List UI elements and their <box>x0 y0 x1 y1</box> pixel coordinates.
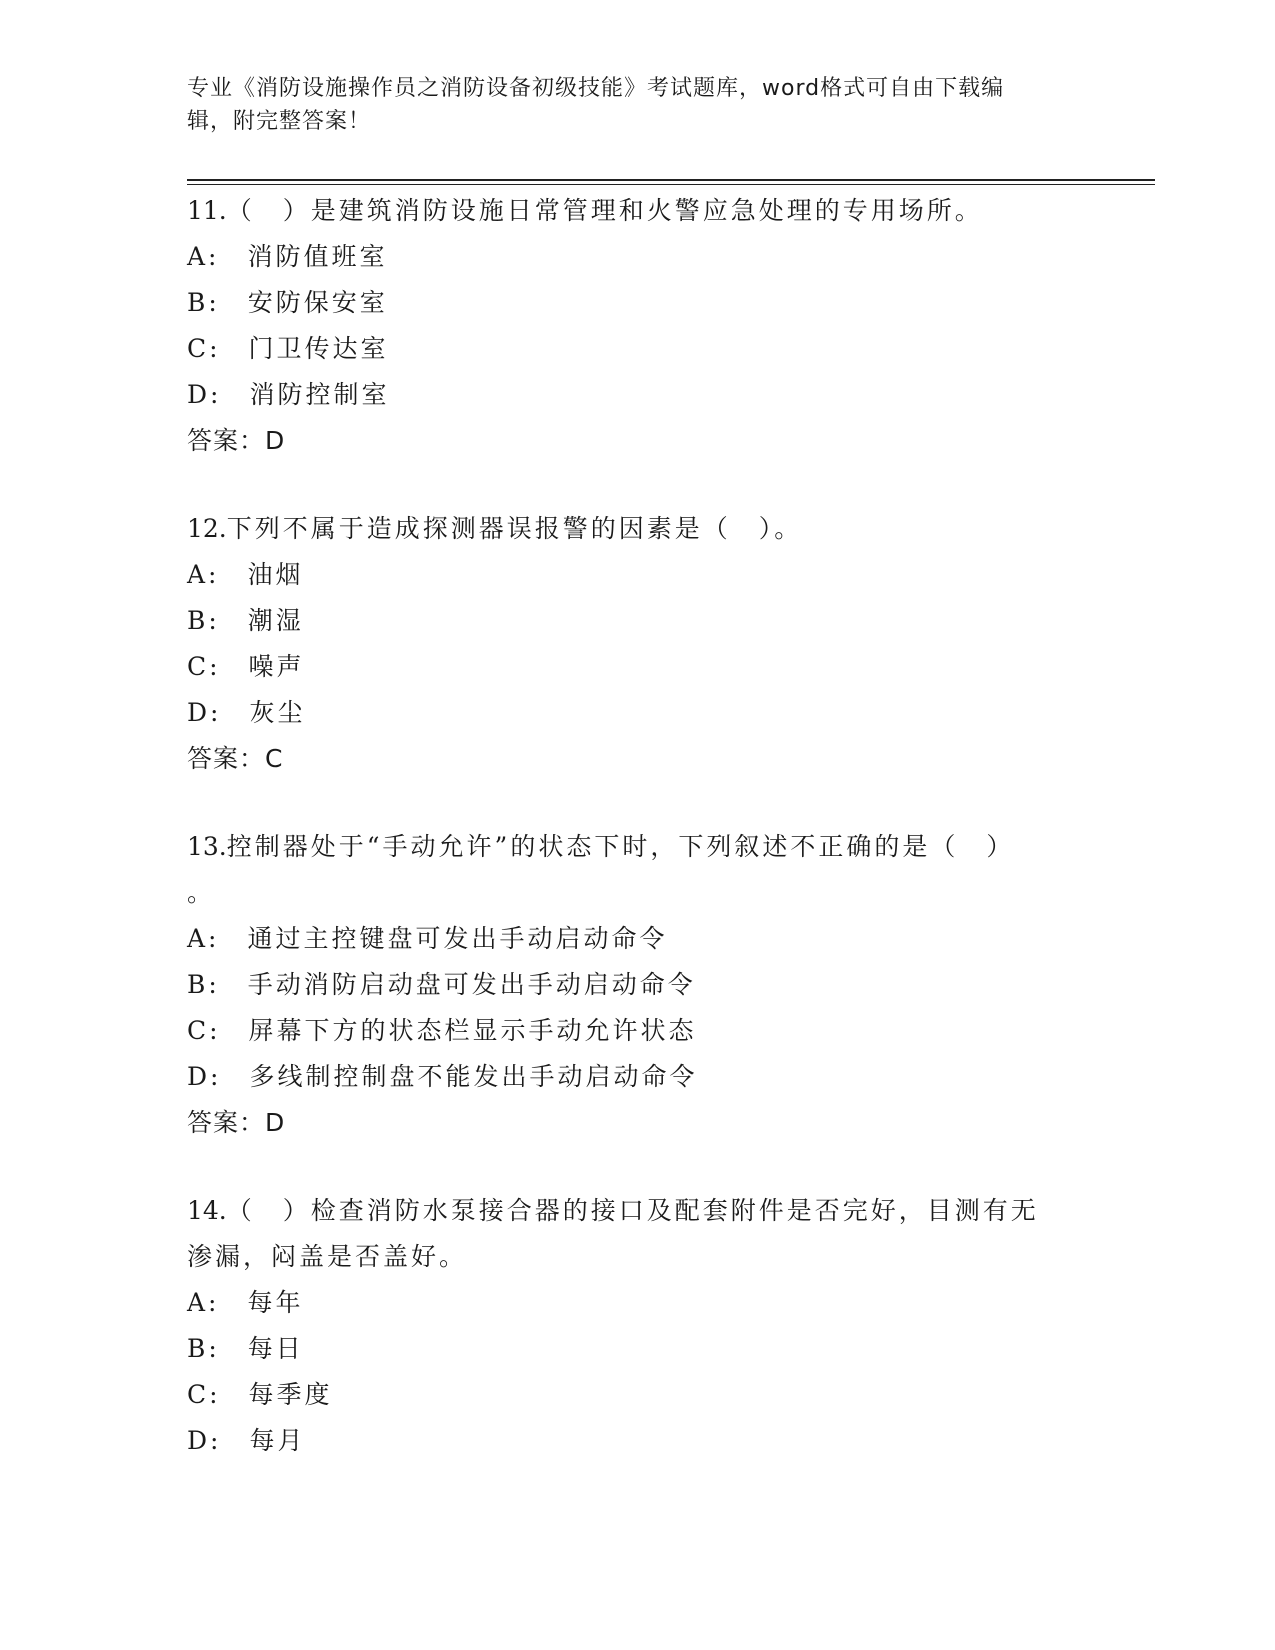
question-stem <box>187 506 1087 552</box>
option-c: C: 门卫传达室 <box>187 334 389 363</box>
header-line-1: 专业《消防设施操作员之消防设备初级技能》考试题库，word格式可自由下载编 <box>187 76 1005 101</box>
option-b: B: 潮湿 <box>187 606 304 635</box>
option-a: A: 消防值班室 <box>187 242 388 271</box>
option-b: B: 安防保安室 <box>187 288 388 317</box>
question-14 <box>187 1188 1087 1464</box>
question-stem-continued: 。 <box>187 878 216 907</box>
option-a: A: 油烟 <box>187 560 304 589</box>
question-12 <box>187 506 1087 782</box>
option-b: B: 手动消防启动盘可发出手动启动命令 <box>187 970 696 999</box>
question-11 <box>187 188 1087 464</box>
question-text: 控制器处于“手动允许”的状态下时，下列叙述不正确的是（ ） <box>226 832 1015 861</box>
option-d: D: 每月 <box>187 1426 306 1455</box>
question-text: （ ）是建筑消防设施日常管理和火警应急处理的专用场所。 <box>226 196 983 225</box>
option-d: D: 多线制控制盘不能发出手动启动命令 <box>187 1062 698 1091</box>
answer: 答案：D <box>187 1108 286 1137</box>
question-list <box>187 188 1087 1506</box>
question-13 <box>187 824 1087 1146</box>
question-stem <box>187 188 1087 234</box>
option-c: C: 噪声 <box>187 652 305 681</box>
option-d: D: 灰尘 <box>187 698 306 727</box>
question-stem-continued: 渗漏，闷盖是否盖好。 <box>187 1242 468 1271</box>
answer: 答案：C <box>187 744 284 773</box>
question-stem <box>187 824 1087 870</box>
option-d: D: 消防控制室 <box>187 380 390 409</box>
option-c: C: 屏幕下方的状态栏显示手动允许状态 <box>187 1016 697 1045</box>
document-header <box>187 72 1067 138</box>
option-c: C: 每季度 <box>187 1380 333 1409</box>
question-number: 14. <box>187 1196 227 1225</box>
option-b: B: 每日 <box>187 1334 304 1363</box>
question-text: 下列不属于造成探测器误报警的因素是（ ）。 <box>226 514 803 543</box>
header-line-2: 辑，附完整答案！ <box>187 109 372 134</box>
option-a: A: 每年 <box>187 1288 304 1317</box>
question-stem <box>187 1188 1087 1234</box>
question-number: 13. <box>187 832 227 861</box>
header-rule-thin <box>187 184 1155 185</box>
question-text: （ ）检查消防水泵接合器的接口及配套附件是否完好，目测有无 <box>226 1196 1039 1225</box>
question-number: 12. <box>187 514 227 543</box>
header-rule-thick <box>187 179 1155 181</box>
question-number: 11. <box>187 196 227 225</box>
option-a: A: 通过主控键盘可发出手动启动命令 <box>187 924 668 953</box>
answer: 答案：D <box>187 426 286 455</box>
